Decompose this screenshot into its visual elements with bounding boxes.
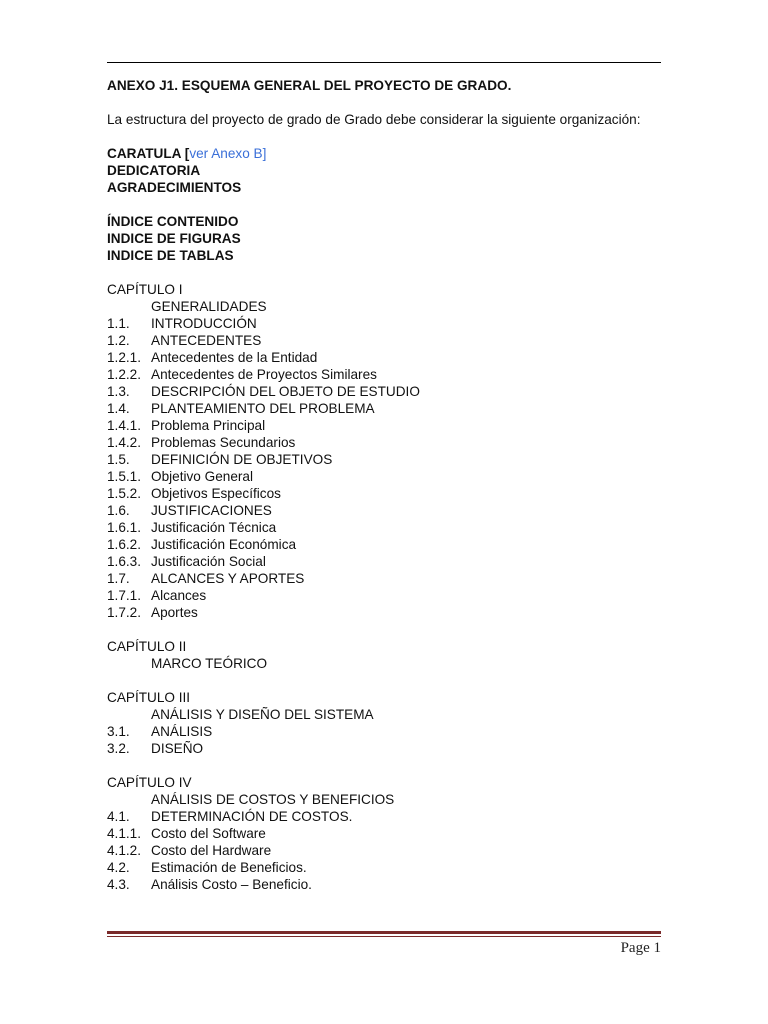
toc-item-number: 1.1.	[107, 316, 130, 331]
toc-item-text: DISEÑO	[151, 741, 204, 756]
toc-item	[107, 383, 661, 400]
toc-item	[107, 553, 661, 570]
toc-item-number: 1.2.2.	[107, 367, 142, 382]
toc-item-text: Objetivos Específicos	[151, 486, 281, 501]
chapter-title: ANÁLISIS Y DISEÑO DEL SISTEMA	[151, 707, 374, 722]
toc-item-text: Objetivo General	[151, 469, 254, 484]
toc-item-text: PLANTEAMIENTO DEL PROBLEMA	[151, 401, 375, 416]
toc-item	[107, 587, 661, 604]
indice-figuras: INDICE DE FIGURAS	[107, 231, 241, 246]
toc-item-number: 4.2.	[107, 860, 130, 875]
intro-paragraph: La estructura del proyecto de grado de Grado debe considerar la siguiente organización:	[107, 112, 641, 127]
toc-item-text: DESCRIPCIÓN DEL OBJETO DE ESTUDIO	[151, 384, 420, 399]
toc-item-number: 4.3.	[107, 877, 130, 892]
toc-item-text: JUSTIFICACIONES	[151, 503, 272, 518]
toc-item-text: Aportes	[151, 605, 198, 620]
toc-item	[107, 502, 661, 519]
toc-item	[107, 451, 661, 468]
toc-item-text: Antecedentes de Proyectos Similares	[151, 367, 377, 382]
toc-item-number: 1.4.2.	[107, 435, 142, 450]
toc-item-number: 4.1.	[107, 809, 130, 824]
footer-rule	[107, 931, 661, 934]
chapter-label: CAPÍTULO I	[107, 282, 183, 297]
toc-item-text: Antecedentes de la Entidad	[151, 350, 318, 365]
toc-item	[107, 740, 661, 757]
document-title: ANEXO J1. ESQUEMA GENERAL DEL PROYECTO DE GRADO.	[107, 78, 512, 93]
toc-item-number: 1.3.	[107, 384, 130, 399]
chapter-label: CAPÍTULO III	[107, 690, 191, 705]
anexo-b-link[interactable]: ver Anexo B]	[189, 146, 267, 161]
toc-item-number: 1.7.1.	[107, 588, 142, 603]
toc-item	[107, 400, 661, 417]
toc-item-text: Justificación Económica	[151, 537, 297, 552]
toc-item-text: Alcances	[151, 588, 207, 603]
toc-item-text: Problema Principal	[151, 418, 266, 433]
toc-item-number: 1.2.1.	[107, 350, 142, 365]
footer-rule-thin	[107, 936, 661, 937]
toc-item-text: ALCANCES Y APORTES	[151, 571, 305, 586]
toc-item-number: 1.4.1.	[107, 418, 142, 433]
toc-item-text: INTRODUCCIÓN	[151, 316, 257, 331]
header-rule	[107, 62, 661, 63]
chapter-title: GENERALIDADES	[151, 299, 267, 314]
toc-item-text: Justificación Técnica	[151, 520, 277, 535]
chapter-title: ANÁLISIS DE COSTOS Y BENEFICIOS	[151, 792, 395, 807]
toc-item-text: ANTECEDENTES	[151, 333, 262, 348]
toc-item-text: Problemas Secundarios	[151, 435, 296, 450]
toc-item-number: 1.2.	[107, 333, 130, 348]
toc-item-number: 1.4.	[107, 401, 130, 416]
toc-item-text: Costo del Hardware	[151, 843, 272, 858]
toc-item-number: 1.5.	[107, 452, 130, 467]
document-body	[107, 77, 661, 893]
toc-item-number: 1.7.	[107, 571, 130, 586]
toc-item	[107, 536, 661, 553]
toc-item-number: 1.6.2.	[107, 537, 142, 552]
toc-item	[107, 808, 661, 825]
dedicatoria-line: DEDICATORIA	[107, 163, 201, 178]
toc-item-text: ANÁLISIS	[151, 724, 213, 739]
toc-item-number: 1.6.	[107, 503, 130, 518]
caratula-label: CARATULA [	[107, 146, 190, 161]
chapter-label: CAPÍTULO IV	[107, 775, 192, 790]
toc-item	[107, 315, 661, 332]
toc-item-text: Estimación de Beneficios.	[151, 860, 307, 875]
toc-item	[107, 485, 661, 502]
toc-item	[107, 349, 661, 366]
toc-item-number: 1.5.1.	[107, 469, 142, 484]
toc-item-text: DETERMINACIÓN DE COSTOS.	[151, 809, 353, 824]
toc-item	[107, 468, 661, 485]
toc-item	[107, 723, 661, 740]
toc-item-text: Justificación Social	[151, 554, 266, 569]
toc-item-text: DEFINICIÓN DE OBJETIVOS	[151, 452, 333, 467]
toc-item	[107, 842, 661, 859]
chapter-list	[107, 281, 661, 893]
toc-item	[107, 570, 661, 587]
toc-item-number: 1.6.1.	[107, 520, 142, 535]
toc-item	[107, 366, 661, 383]
toc-item-number: 1.6.3.	[107, 554, 142, 569]
toc-item	[107, 332, 661, 349]
toc-item	[107, 434, 661, 451]
chapter-label: CAPÍTULO II	[107, 639, 187, 654]
toc-item	[107, 604, 661, 621]
toc-item	[107, 519, 661, 536]
toc-item-number: 3.1.	[107, 724, 130, 739]
toc-item	[107, 825, 661, 842]
toc-item	[107, 876, 661, 893]
caratula-line	[107, 145, 661, 162]
toc-item-number: 4.1.2.	[107, 843, 142, 858]
page-number: Page 1	[620, 940, 661, 956]
toc-item-text: Costo del Software	[151, 826, 266, 841]
indice-tablas: INDICE DE TABLAS	[107, 248, 234, 263]
toc-item-number: 1.7.2.	[107, 605, 142, 620]
chapter-title: MARCO TEÓRICO	[151, 656, 268, 671]
toc-item-number: 4.1.1.	[107, 826, 142, 841]
toc-item-number: 1.5.2.	[107, 486, 142, 501]
toc-item	[107, 417, 661, 434]
toc-item-number: 3.2.	[107, 741, 130, 756]
agradecimientos-line: AGRADECIMIENTOS	[107, 180, 242, 195]
indice-contenido: ÍNDICE CONTENIDO	[107, 214, 239, 229]
toc-item-text: Análisis Costo – Beneficio.	[151, 877, 312, 892]
toc-item	[107, 859, 661, 876]
